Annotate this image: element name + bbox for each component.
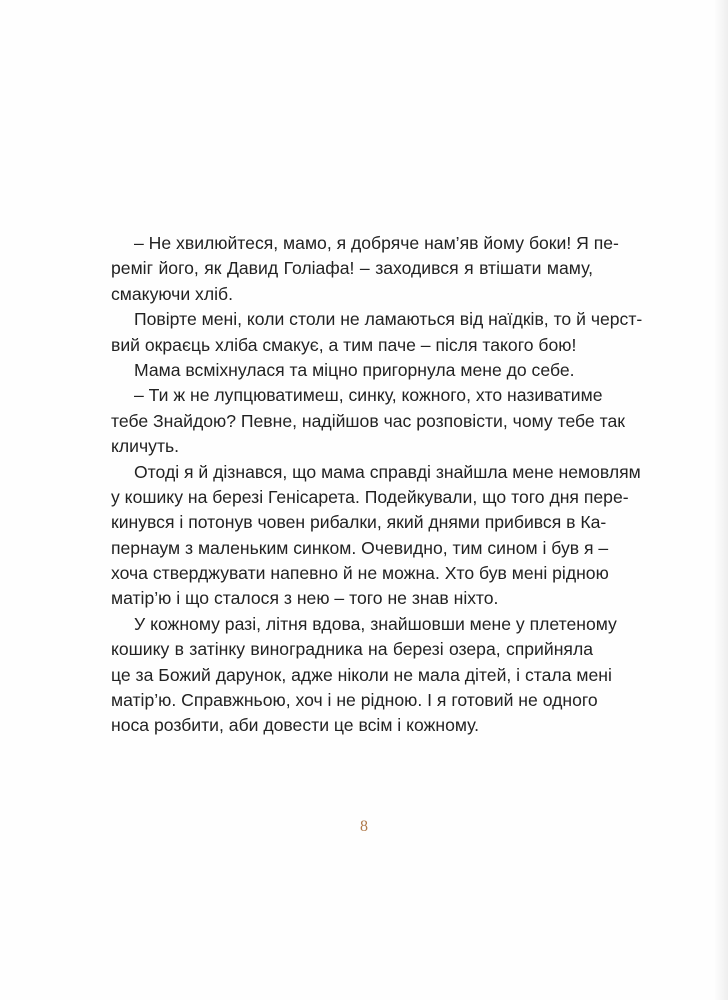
text-line: пернаум з маленьким синком. Очевидно, тим сином і був я – (111, 537, 609, 558)
text-line: хоча стверджувати напевно й не можна. Хто був мені рідною (111, 563, 609, 584)
text-line: Отоді я й дізнався, що мама справді знайшла мене немовлям (134, 461, 641, 482)
paragraph (111, 612, 617, 739)
text-line: – Ти ж не лупцюватимеш, синку, кожного, хто називатиме (134, 385, 603, 406)
paragraph (111, 460, 641, 612)
text-line: – Не хвилюйтеся, мамо, я добряче нам’яв йому боки! Я пе- (134, 233, 619, 253)
text-line: матір’ю. Справжньою, хоч і не рідною. І я готовий не одного (111, 690, 598, 711)
paragraph (111, 383, 625, 459)
text-line: Повірте мені, коли столи не ламаються від наїдків, то й черст- (134, 309, 643, 330)
text-line: матір’ю і що сталося з нею – того не знав ніхто. (111, 588, 499, 609)
page-number: 8 (360, 818, 368, 835)
body-text (111, 231, 643, 739)
text-line: у кошику на березі Генісарета. Подейкували, що того дня пере- (111, 486, 629, 507)
text-line: У кожному разі, літня вдова, знайшовши мене у плетеному (134, 613, 617, 634)
text-line: вий окраєць хліба смакує, а тим паче – після такого бою! (111, 334, 577, 355)
text-line: носа розбити, аби довести це всім і кожному. (111, 715, 480, 736)
text-line: кличуть. (111, 436, 180, 457)
text-line: реміг його, як Давид Голіафа! – заходився я втішати маму, (111, 258, 593, 279)
paragraph (111, 358, 593, 383)
paragraph (111, 307, 643, 358)
page-edge-shadow (714, 0, 728, 1000)
text-line: кошику в затінку виноградника на березі озера, сприйняла (111, 639, 593, 660)
text-line: тебе Знайдою? Певне, надійшов час розповісти, чому тебе так (111, 410, 625, 431)
text-line: кинувся і потонув човен рибалки, який днями прибився в Ка- (111, 512, 607, 533)
text-line: це за Божий дарунок, адже ніколи не мала дітей, і стала мені (111, 664, 612, 685)
text-line: смакуючи хліб. (111, 283, 233, 304)
paragraph (111, 231, 619, 307)
text-line: Мама всміхнулася та міцно пригорнула мене до себе. (134, 359, 575, 380)
